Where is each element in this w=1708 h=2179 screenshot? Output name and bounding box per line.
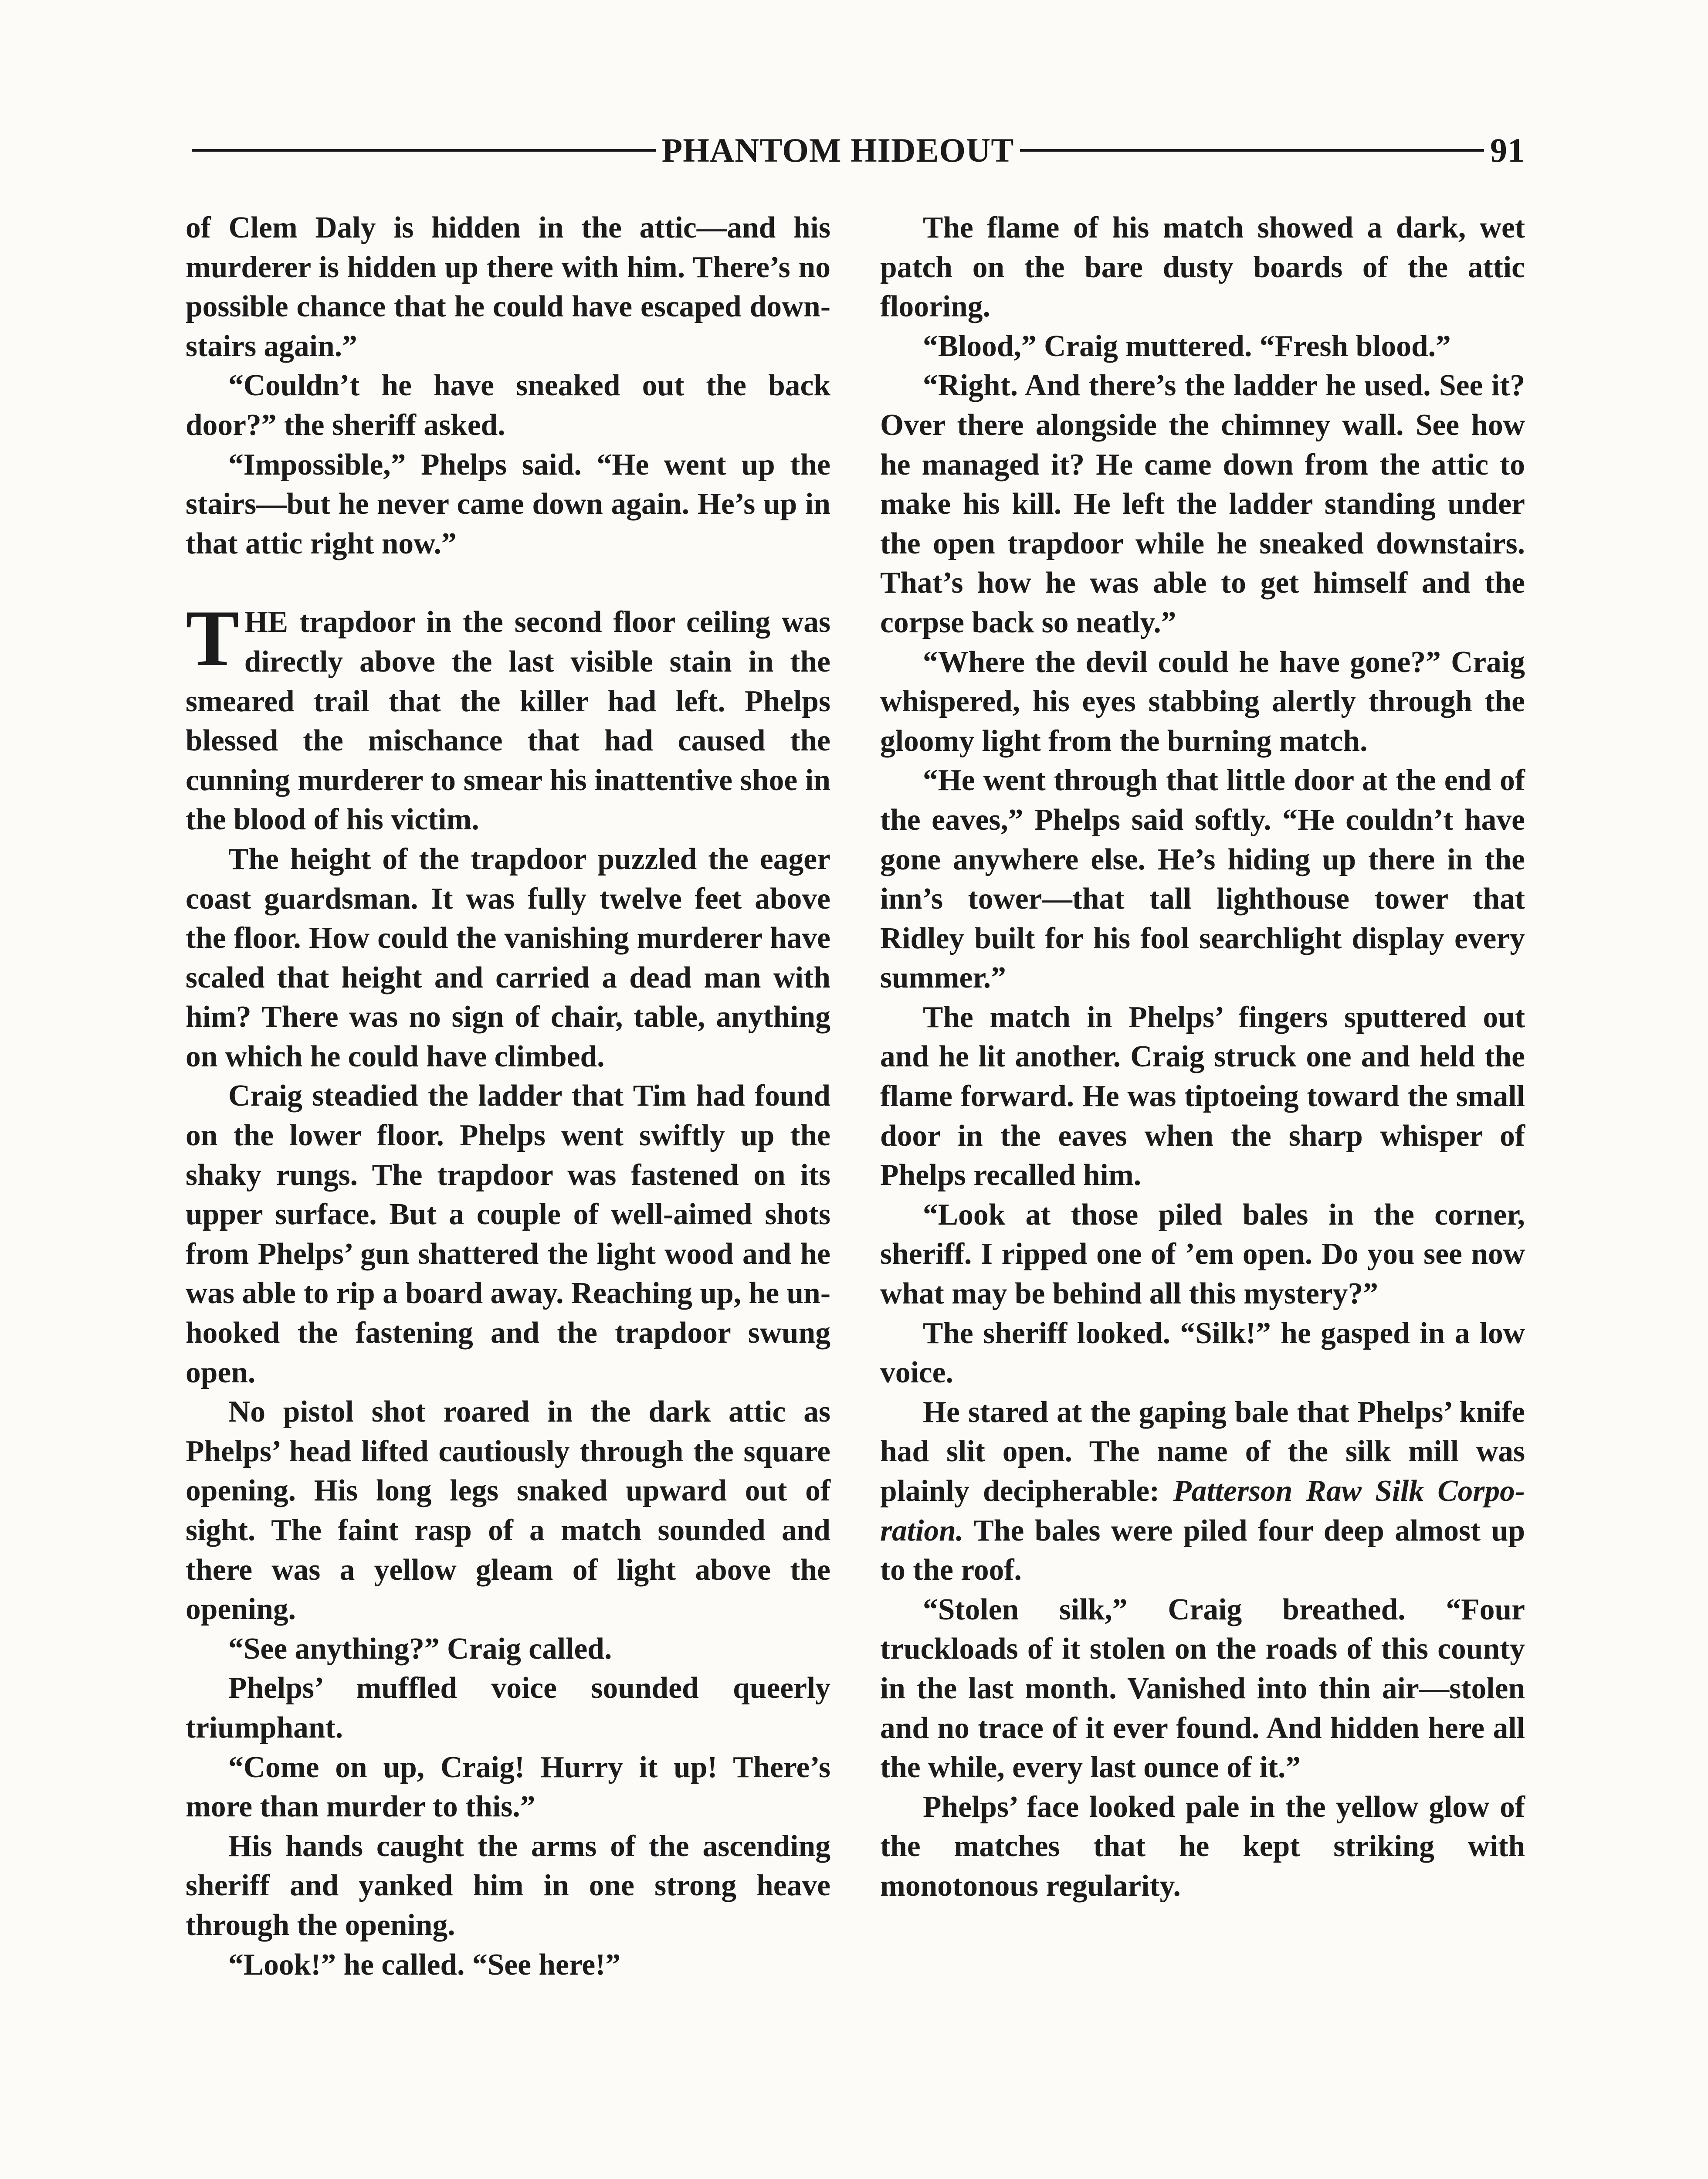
paragraph: of Clem Daly is hidden in the attic—and his murderer is hidden up there with him. There’s no possible chance that he could have escaped downstairs again.” xyxy=(186,211,830,363)
header-rule-right xyxy=(1020,149,1484,152)
paragraph: His hands caught the arms of the ascending sheriff and yanked him in one strong heave through the opening. xyxy=(186,1829,830,1942)
page-number: 91 xyxy=(1490,131,1525,169)
drop-cap: T xyxy=(186,594,239,683)
paragraph: “Impossible,” Phelps said. “He went up the stairs—but he never came down again. He’s up in that attic right now.” xyxy=(186,448,830,560)
paragraph-text: The bales were piled four deep almost up to the roof. xyxy=(880,1514,1525,1587)
right-column xyxy=(880,208,1525,1906)
section-opening-text: HE trapdoor in the second floor ceiling was directly above the last visible stain in the smeared trail that the killer had left. Phelps blessed the mischance that had caused the cunning murderer to smear his inattentive shoe in the blood of his victim. xyxy=(186,605,830,837)
paragraph xyxy=(880,1393,1525,1590)
paragraph: “Stolen silk,” Craig breathed. “Four truckloads of it stolen on the roads of this county in the last month. Vanished into thin air—stolen and no trace of it ever found. And hidden here all the while, every last ounce of it.” xyxy=(880,1592,1525,1785)
left-column xyxy=(186,208,830,1985)
paragraph: Craig steadied the ladder that Tim had found on the lower floor. Phelps went swiftly up the shaky rungs. The trapdoor was fastened on its upper surface. But a couple of well-aimed shots from Phelps’ gun shattered the light wood and he was able to rip a board away. Reaching up, he unhooked the fastening and the trapdoor swung open. xyxy=(186,1079,830,1389)
header-rule-left xyxy=(192,149,656,152)
paragraph: No pistol shot roared in the dark attic as Phelps’ head lifted cautiously through the square opening. His long legs snaked upward out of sight. The faint rasp of a match sounded and there was a yellow gleam of light above the opening. xyxy=(186,1395,830,1626)
paragraph: Phelps’ muffled voice sounded queerly triumphant. xyxy=(186,1671,830,1745)
paragraph: “He went through that little door at the end of the eaves,” Phelps said softly. “He couldn’t have gone anywhere else. He’s hiding up there in the inn’s tower—that tall lighthouse tower that Ridley built for his fool searchlight display every summer.” xyxy=(880,764,1525,995)
paragraph: “Blood,” Craig muttered. “Fresh blood.” xyxy=(923,329,1451,363)
paragraph: “Look at those piled bales in the corner, sheriff. I ripped one of ’em open. Do you see now what may be behind all this mystery?” xyxy=(880,1198,1525,1311)
paragraph-text: He stared at the gaping bale that Phelps’ knife had slit open. The name of the silk mill was plainly decipherable: xyxy=(880,1395,1525,1508)
paragraph: “Where the devil could he have gone?” Craig whispered, his eyes stabbing alertly through the gloomy light from the burning match. xyxy=(880,645,1525,758)
paragraph: The sheriff looked. “Silk!” he gasped in a low voice. xyxy=(880,1316,1525,1390)
paragraph: Phelps’ face looked pale in the yellow glow of the matches that he kept striking with monotonous regularity. xyxy=(880,1790,1525,1903)
running-header xyxy=(192,126,1525,174)
paragraph: “Come on up, Craig! Hurry it up! There’s more than murder to this.” xyxy=(186,1750,830,1824)
company-name: Patterson Raw Silk Corporation. xyxy=(880,1474,1525,1548)
paragraph: The height of the trapdoor puzzled the eager coast guardsman. It was fully twelve feet above the floor. How could the vanishing murderer have scaled that height and carried a dead man with him? There was no sign of chair, table, anything on which he could have climbed. xyxy=(186,842,830,1073)
section-opening-paragraph xyxy=(186,594,830,840)
paragraph: The match in Phelps’ fingers sputtered out and he lit another. Craig struck one and held the flame forward. He was tiptoeing toward the small door in the eaves when the sharp whisper of Phelps recalled him. xyxy=(880,1000,1525,1192)
paragraph: “Right. And there’s the ladder he used. See it? Over there alongside the chimney wall. See how he managed it? He came down from the attic to make his kill. He left the ladder standing under the open trapdoor while he sneaked downstairs. That’s how he was able to get himself and the corpse back so neatly.” xyxy=(880,369,1525,639)
paragraph: “Couldn’t he have sneaked out the back door?” the sheriff asked. xyxy=(186,369,830,442)
paragraph: “See anything?” Craig called. xyxy=(228,1632,612,1666)
header-title: PHANTOM HIDEOUT xyxy=(661,131,1014,169)
paragraph: The flame of his match showed a dark, wet patch on the bare dusty boards of the attic flooring. xyxy=(880,211,1525,324)
paragraph: “Look!” he called. “See here!” xyxy=(228,1948,621,1982)
